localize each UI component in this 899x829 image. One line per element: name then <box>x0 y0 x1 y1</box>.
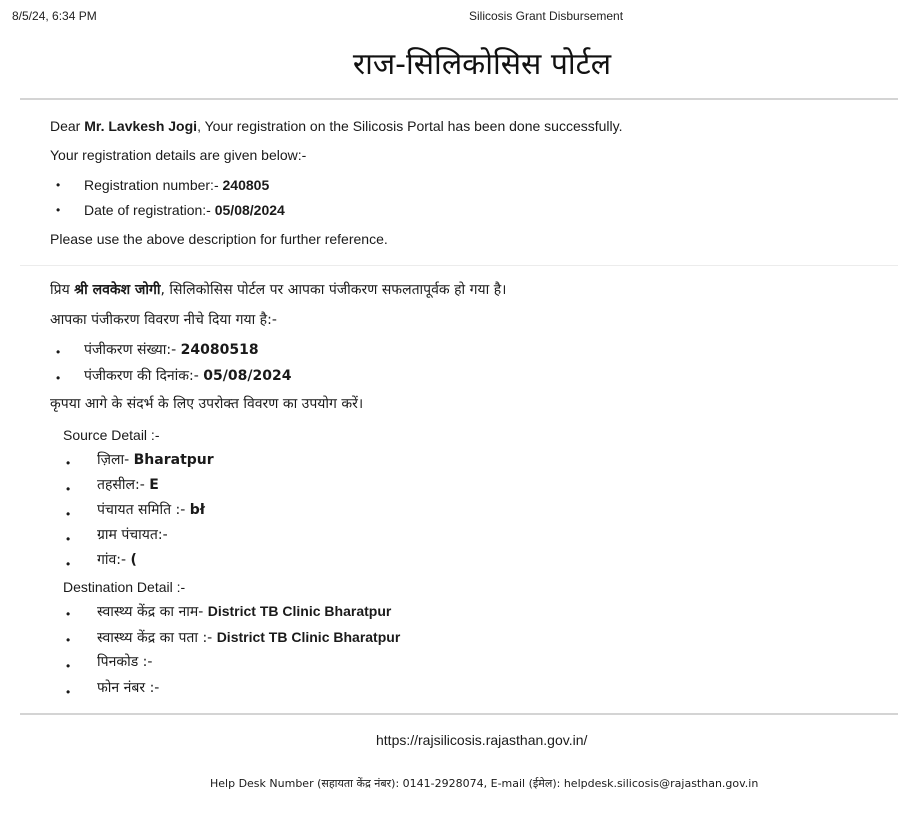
health-center-address-label: स्वास्थ्य केंद्र का पता :- <box>97 630 217 646</box>
village-value: ( <box>130 552 137 568</box>
destination-health-center-address <box>97 629 400 646</box>
source-village <box>97 552 137 568</box>
bullet: • <box>66 607 71 621</box>
english-reference-note: Please use the above description for further reference. <box>50 231 388 247</box>
destination-pincode: पिनकोड :- <box>97 654 153 670</box>
source-panchayat-samiti <box>97 502 205 518</box>
reg-number-label-hi: पंजीकरण संख्या:- <box>84 342 181 358</box>
reg-date-value: 05/08/2024 <box>214 202 285 218</box>
english-details-intro: Your registration details are given below:- <box>50 147 307 163</box>
destination-health-center-name <box>97 603 391 620</box>
bullet: • <box>66 482 71 496</box>
reg-date-value-hi: 05/08/2024 <box>203 368 292 384</box>
village-label: गांव:- <box>97 552 131 568</box>
greeting-prefix-hi: प्रिय <box>50 282 75 298</box>
recipient-name: Mr. Lavkesh Jogi <box>84 118 198 134</box>
greeting-suffix-hi: , सिलिकोसिस पोर्टल पर आपका पंजीकरण सफलतापूर्वक हो गया है। <box>160 282 507 298</box>
greeting-suffix: , Your registration on the Silicosis Portal has been done successfully. <box>197 118 623 134</box>
bullet: • <box>66 507 71 521</box>
reg-date-label-hi: पंजीकरण की दिनांक:- <box>84 368 204 384</box>
district-value: Bharatpur <box>133 452 214 468</box>
print-header-title: Silicosis Grant Disbursement <box>469 9 624 23</box>
helpdesk-info: Help Desk Number (सहायता केंद्र नंबर): 0141-2928074, E-mail (ईमेल): helpdesk.silicosis@rajasthan.gov.in <box>210 777 759 790</box>
district-label: ज़िला- <box>97 452 134 468</box>
bullet: • <box>56 371 61 385</box>
greeting-prefix: Dear <box>50 118 85 134</box>
print-date-time: 8/5/24, 6:34 PM <box>12 9 97 23</box>
reg-date-label: Date of registration:- <box>84 202 215 218</box>
bullet: • <box>56 345 61 359</box>
health-center-name-value: District TB Clinic Bharatpur <box>207 603 392 619</box>
health-center-name-label: स्वास्थ्य केंद्र का नाम- <box>97 604 208 620</box>
portal-title: राज-सिलिकोसिस पोर्टल <box>352 47 612 82</box>
reg-number-value: 240805 <box>222 177 270 193</box>
hindi-greeting <box>50 282 506 298</box>
source-district <box>97 452 214 468</box>
source-tehsil <box>97 477 159 493</box>
bullet: • <box>66 659 71 673</box>
source-detail-heading: Source Detail :- <box>63 427 160 443</box>
recipient-name-hi: श्री लवकेश जोगी <box>74 282 161 298</box>
source-gram-panchayat: ग्राम पंचायत:- <box>97 527 168 543</box>
bullet: • <box>66 633 71 647</box>
tehsil-label: तहसील:- <box>97 477 150 493</box>
bottom-divider <box>20 713 898 715</box>
bullet: • <box>56 178 61 192</box>
english-reg-number <box>84 177 269 193</box>
bullet: • <box>66 532 71 546</box>
section-divider <box>20 265 898 266</box>
tehsil-value: E <box>149 477 159 493</box>
hindi-reg-date <box>84 368 291 384</box>
bullet: • <box>66 557 71 571</box>
top-divider <box>20 98 898 100</box>
bullet: • <box>66 685 71 699</box>
hindi-details-intro: आपका पंजीकरण विवरण नीचे दिया गया है:- <box>50 312 277 328</box>
english-greeting <box>50 118 623 134</box>
health-center-address-value: District TB Clinic Bharatpur <box>216 629 401 645</box>
reg-number-value-hi: 24080518 <box>180 342 259 358</box>
bullet: • <box>66 456 71 470</box>
portal-url-link[interactable]: https://rajsilicosis.rajasthan.gov.in/ <box>376 732 588 748</box>
panchayat-samiti-label: पंचायत समिति :- <box>97 502 190 518</box>
destination-phone: फोन नंबर :- <box>97 680 160 696</box>
destination-detail-heading: Destination Detail :- <box>63 579 186 595</box>
panchayat-samiti-value: bł <box>189 502 205 518</box>
hindi-reg-number <box>84 342 259 358</box>
english-reg-date <box>84 202 285 218</box>
bullet: • <box>56 203 61 217</box>
reg-number-label: Registration number:- <box>84 177 223 193</box>
hindi-reference-note: कृपया आगे के संदर्भ के लिए उपरोक्त विवरण का उपयोग करें। <box>50 396 364 412</box>
